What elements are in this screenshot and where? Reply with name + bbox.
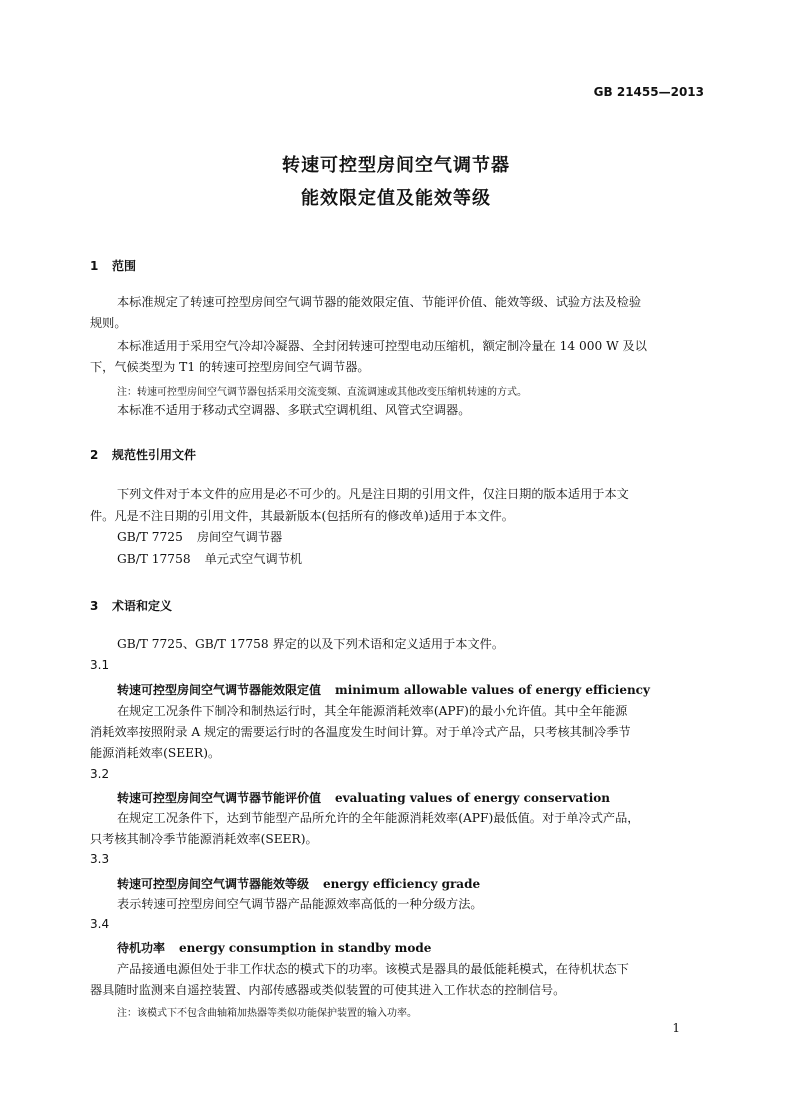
title-line-1: 转速可控型房间空气调节器 [282, 155, 510, 176]
definition: 消耗效率按照附录 A 规定的需要运行时的各温度发生时间计算。对于单冷式产品，只考核其制冷季节 [90, 725, 631, 739]
page-number: 1 [672, 1021, 680, 1035]
reference-code: GB/T 7725 [117, 530, 183, 544]
reference-item [117, 527, 282, 548]
paragraph: 本标准不适用于移动式空调器、多联式空调机组、风管式空调器。 [117, 403, 471, 417]
section-3-heading [90, 597, 172, 614]
term-number: 3.4 [90, 917, 110, 931]
reference-title: 单元式空气调节机 [204, 552, 303, 566]
term-zh: 转速可控型房间空气调节器能效等级 [117, 877, 310, 891]
paragraph: 下列文件对于本文件的应用是必不可少的。凡是注日期的引用文件，仅注日期的版本适用于本文 [117, 487, 629, 501]
term-en: minimum allowable values of energy efficiency [335, 683, 650, 697]
standard-code: GB 21455—2013 [593, 85, 704, 99]
term-zh: 转速可控型房间空气调节器节能评价值 [117, 791, 322, 805]
section-title: 术语和定义 [112, 599, 173, 613]
note: 注：转速可控型房间空气调节器包括采用交流变频、直流调速或其他改变压缩机转速的方式。 [117, 387, 527, 398]
section-1-heading [90, 257, 136, 274]
paragraph: 件。凡是不注日期的引用文件，其最新版本(包括所有的修改单)适用于本文件。 [90, 509, 514, 523]
term-heading [117, 939, 431, 956]
definition: 表示转速可控型房间空气调节器产品能源效率高低的一种分级方法。 [117, 897, 483, 911]
term-number: 3.1 [90, 658, 110, 672]
reference-item [117, 549, 302, 570]
definition: 能源消耗效率(SEER)。 [90, 746, 221, 760]
term-en: energy efficiency grade [323, 877, 481, 891]
term-number: 3.2 [90, 767, 110, 781]
definition: 产品接通电源但处于非工作状态的模式下的功率。该模式是器具的最低能耗模式，在待机状态下 [117, 962, 629, 976]
paragraph: 本标准规定了转速可控型房间空气调节器的能效限定值、节能评价值、能效等级、试验方法及检验 [117, 295, 642, 309]
definition: 在规定工况条件下，达到节能型产品所允许的全年能源消耗效率(APF)最低值。对于单冷式产品， [117, 811, 640, 825]
definition: 只考核其制冷季节能源消耗效率(SEER)。 [90, 832, 318, 846]
term-zh: 转速可控型房间空气调节器能效限定值 [117, 683, 322, 697]
term-zh: 待机功率 [117, 941, 166, 955]
term-en: energy consumption in standby mode [179, 941, 432, 955]
section-title: 范围 [112, 259, 137, 273]
paragraph: 下，气候类型为 T1 的转速可控型房间空气调节器。 [90, 360, 370, 374]
paragraph: 本标准适用于采用空气冷却冷凝器、全封闭转速可控型电动压缩机，额定制冷量在 14 000 W 及以 [117, 339, 647, 353]
section-title: 规范性引用文件 [112, 448, 197, 462]
section-2-heading [90, 446, 196, 463]
section-number: 3 [90, 599, 99, 613]
term-heading [117, 875, 480, 892]
term-number: 3.3 [90, 852, 110, 866]
reference-title: 房间空气调节器 [196, 530, 283, 544]
section-number: 1 [90, 259, 99, 273]
term-heading [117, 789, 610, 806]
term-heading [117, 681, 650, 698]
note: 注：该模式下不包含曲轴箱加热器等类似功能保护装置的输入功率。 [117, 1008, 417, 1019]
paragraph: GB/T 7725、GB/T 17758 界定的以及下列术语和定义适用于本文件。 [117, 637, 505, 651]
title-line-2: 能效限定值及能效等级 [301, 188, 491, 209]
reference-code: GB/T 17758 [117, 552, 191, 566]
section-number: 2 [90, 448, 99, 462]
term-en: evaluating values of energy conservation [335, 791, 610, 805]
definition: 器具随时监测来自遥控装置、内部传感器或类似装置的可使其进入工作状态的控制信号。 [90, 983, 566, 997]
definition: 在规定工况条件下制冷和制热运行时，其全年能源消耗效率(APF)的最小允许值。其中全年能源 [117, 704, 628, 718]
paragraph: 规则。 [90, 316, 127, 330]
